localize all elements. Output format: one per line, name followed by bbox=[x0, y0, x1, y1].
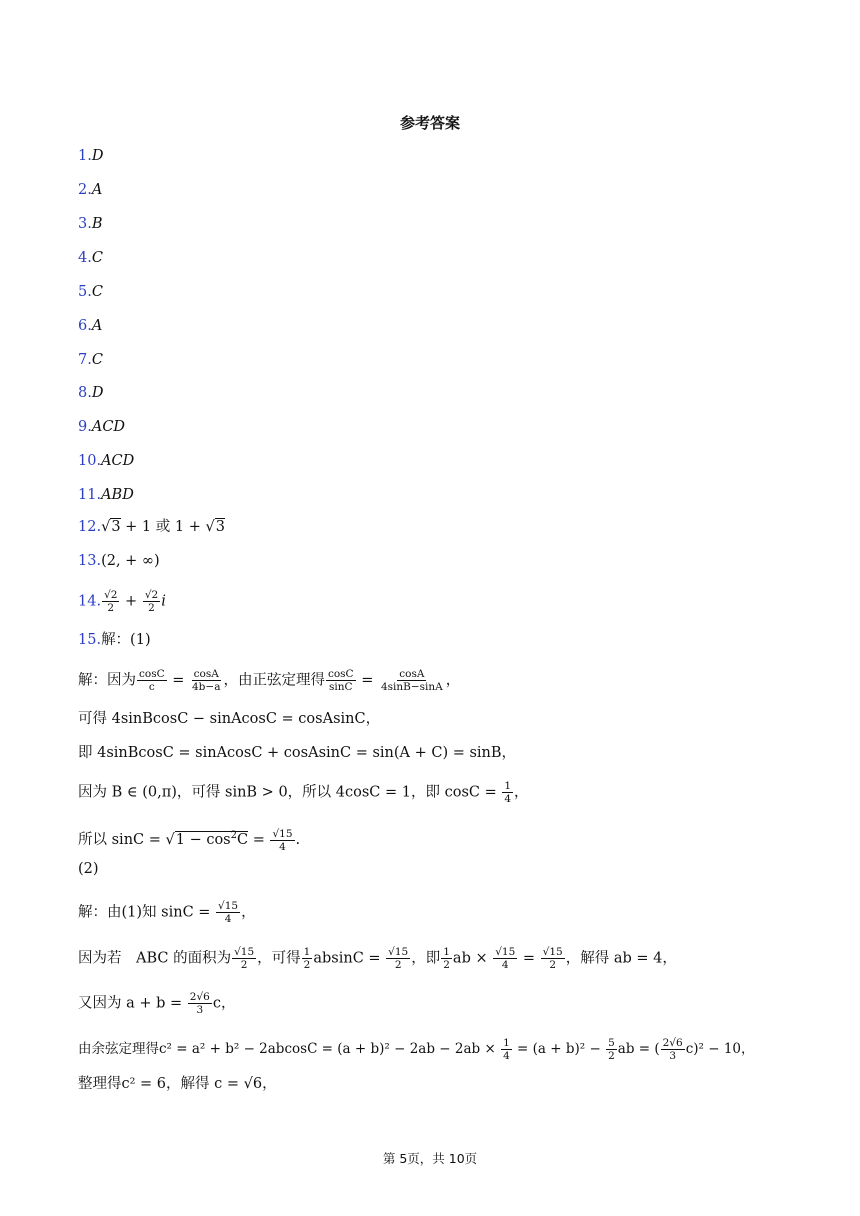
answer-value: ACD bbox=[91, 419, 126, 435]
answer-number: 6. bbox=[78, 318, 92, 334]
answer-13: 13.(2, + ∞) bbox=[78, 553, 160, 569]
answer-value: D bbox=[91, 385, 104, 401]
answer-1 bbox=[78, 146, 103, 166]
answer-value: C bbox=[91, 352, 103, 368]
page-title: 参考答案 bbox=[399, 114, 460, 132]
answer-value: B bbox=[91, 216, 103, 232]
solution-line-3: 即 4sinBcosC = sinAcosC + cosAsinC = sin(A + C) = sinB， bbox=[78, 745, 517, 761]
answer-4 bbox=[78, 248, 103, 268]
answer-number: 11. bbox=[78, 487, 102, 503]
answer-14: 14. $\frac{√2}{2}$ + $\frac{√2}{2}$ i bbox=[78, 589, 166, 614]
answer-8 bbox=[78, 383, 103, 403]
solution-line-2: 可得 4sinBcosC − sinAcosC = cosAsinC， bbox=[78, 711, 381, 727]
answer-number: 5. bbox=[78, 284, 92, 300]
answer-9 bbox=[78, 417, 125, 437]
page-footer: 第 5页，共 10页 bbox=[382, 1151, 478, 1166]
answer-value: D bbox=[91, 148, 104, 164]
solution-line-8: 又因为 a + b = $\frac{2√6}{3}$ c， bbox=[78, 991, 236, 1016]
answer-value: ACD bbox=[101, 453, 135, 469]
answer-7 bbox=[78, 350, 103, 370]
answer-number: 12. bbox=[78, 519, 102, 535]
answer-11 bbox=[78, 485, 134, 505]
answer-number: 1. bbox=[78, 148, 92, 164]
answer-number: 8. bbox=[78, 385, 92, 401]
answer-value: C bbox=[91, 250, 103, 266]
answer-number: 7. bbox=[78, 352, 92, 368]
solution-line-10: 整理得c² = 6，解得 c = √6， bbox=[78, 1076, 277, 1092]
answer-number: 10. bbox=[78, 453, 102, 469]
answer-value: A bbox=[91, 182, 103, 198]
answer-value: A bbox=[91, 318, 103, 334]
answer-12: 12.√3 + 1 或 1 + √3 bbox=[78, 519, 225, 535]
fraction: $\frac{√2}{2}$ bbox=[104, 589, 118, 614]
solution-line-7: 因为若 ABC 的面积为 $\frac{√15}{2}$ ，可得 $\frac{1}{2}$ absinC = $\frac{√15}{2}$ ，即 $\frac{1}{2}$ ab × $\frac{√15}{4}$ = $\frac{√15}{2}$ ，解得 ab = 4， bbox=[78, 946, 677, 971]
answer-number: 15. bbox=[78, 632, 102, 648]
part-2-label: (2) bbox=[78, 861, 99, 877]
solution-line-4: 因为 B ∈ (0,π)，可得 sinB > 0，所以 4cosC = 1，即 cosC = $\frac{1}{4}$ ， bbox=[78, 780, 529, 805]
answer-3 bbox=[78, 214, 103, 234]
answer-value: ABD bbox=[101, 487, 134, 503]
solution-line-1: 解：因为 $\frac{\cos C}{c}$ = $\frac{\cos A}{4b-a}$ ，由正弦定理得 $\frac{\cos C}{\sin C}$ = $\frac{\cos A}{4\sin B-\sin A}$ ， bbox=[78, 668, 461, 693]
answer-2 bbox=[78, 180, 102, 200]
answer-number: 14. bbox=[78, 593, 102, 610]
answer-number: 9. bbox=[78, 419, 92, 435]
answer-number: 2. bbox=[78, 182, 92, 198]
solution-line-5: 所以 $\sin C = √1 - \cos^2C$ = $\frac{√15}{4}$ . bbox=[78, 827, 301, 853]
answer-value: C bbox=[91, 284, 103, 300]
answer-6 bbox=[78, 316, 102, 336]
answer-10 bbox=[78, 451, 134, 471]
fraction: $\frac{√2}{2}$ bbox=[144, 589, 159, 614]
answer-number: 13. bbox=[78, 553, 102, 569]
answer-5 bbox=[78, 282, 103, 302]
answer-number: 4. bbox=[78, 250, 92, 266]
solution-line-6: 解：由(1)知 sinC = $\frac{√15}{4}$ ， bbox=[78, 900, 256, 925]
answer-15-head: 15.解：(1) bbox=[78, 632, 151, 648]
answer-number: 3. bbox=[78, 216, 92, 232]
solution-line-9: 由余弦定理得c² = a² + b² − 2abcosC = (a + b)² − 2ab − 2ab × $\frac{1}{4}$ = (a + b)² − $\frac{5}{2}$ ab = ( $\frac{2√6}{3}$ c)² − 10， bbox=[78, 1037, 755, 1062]
